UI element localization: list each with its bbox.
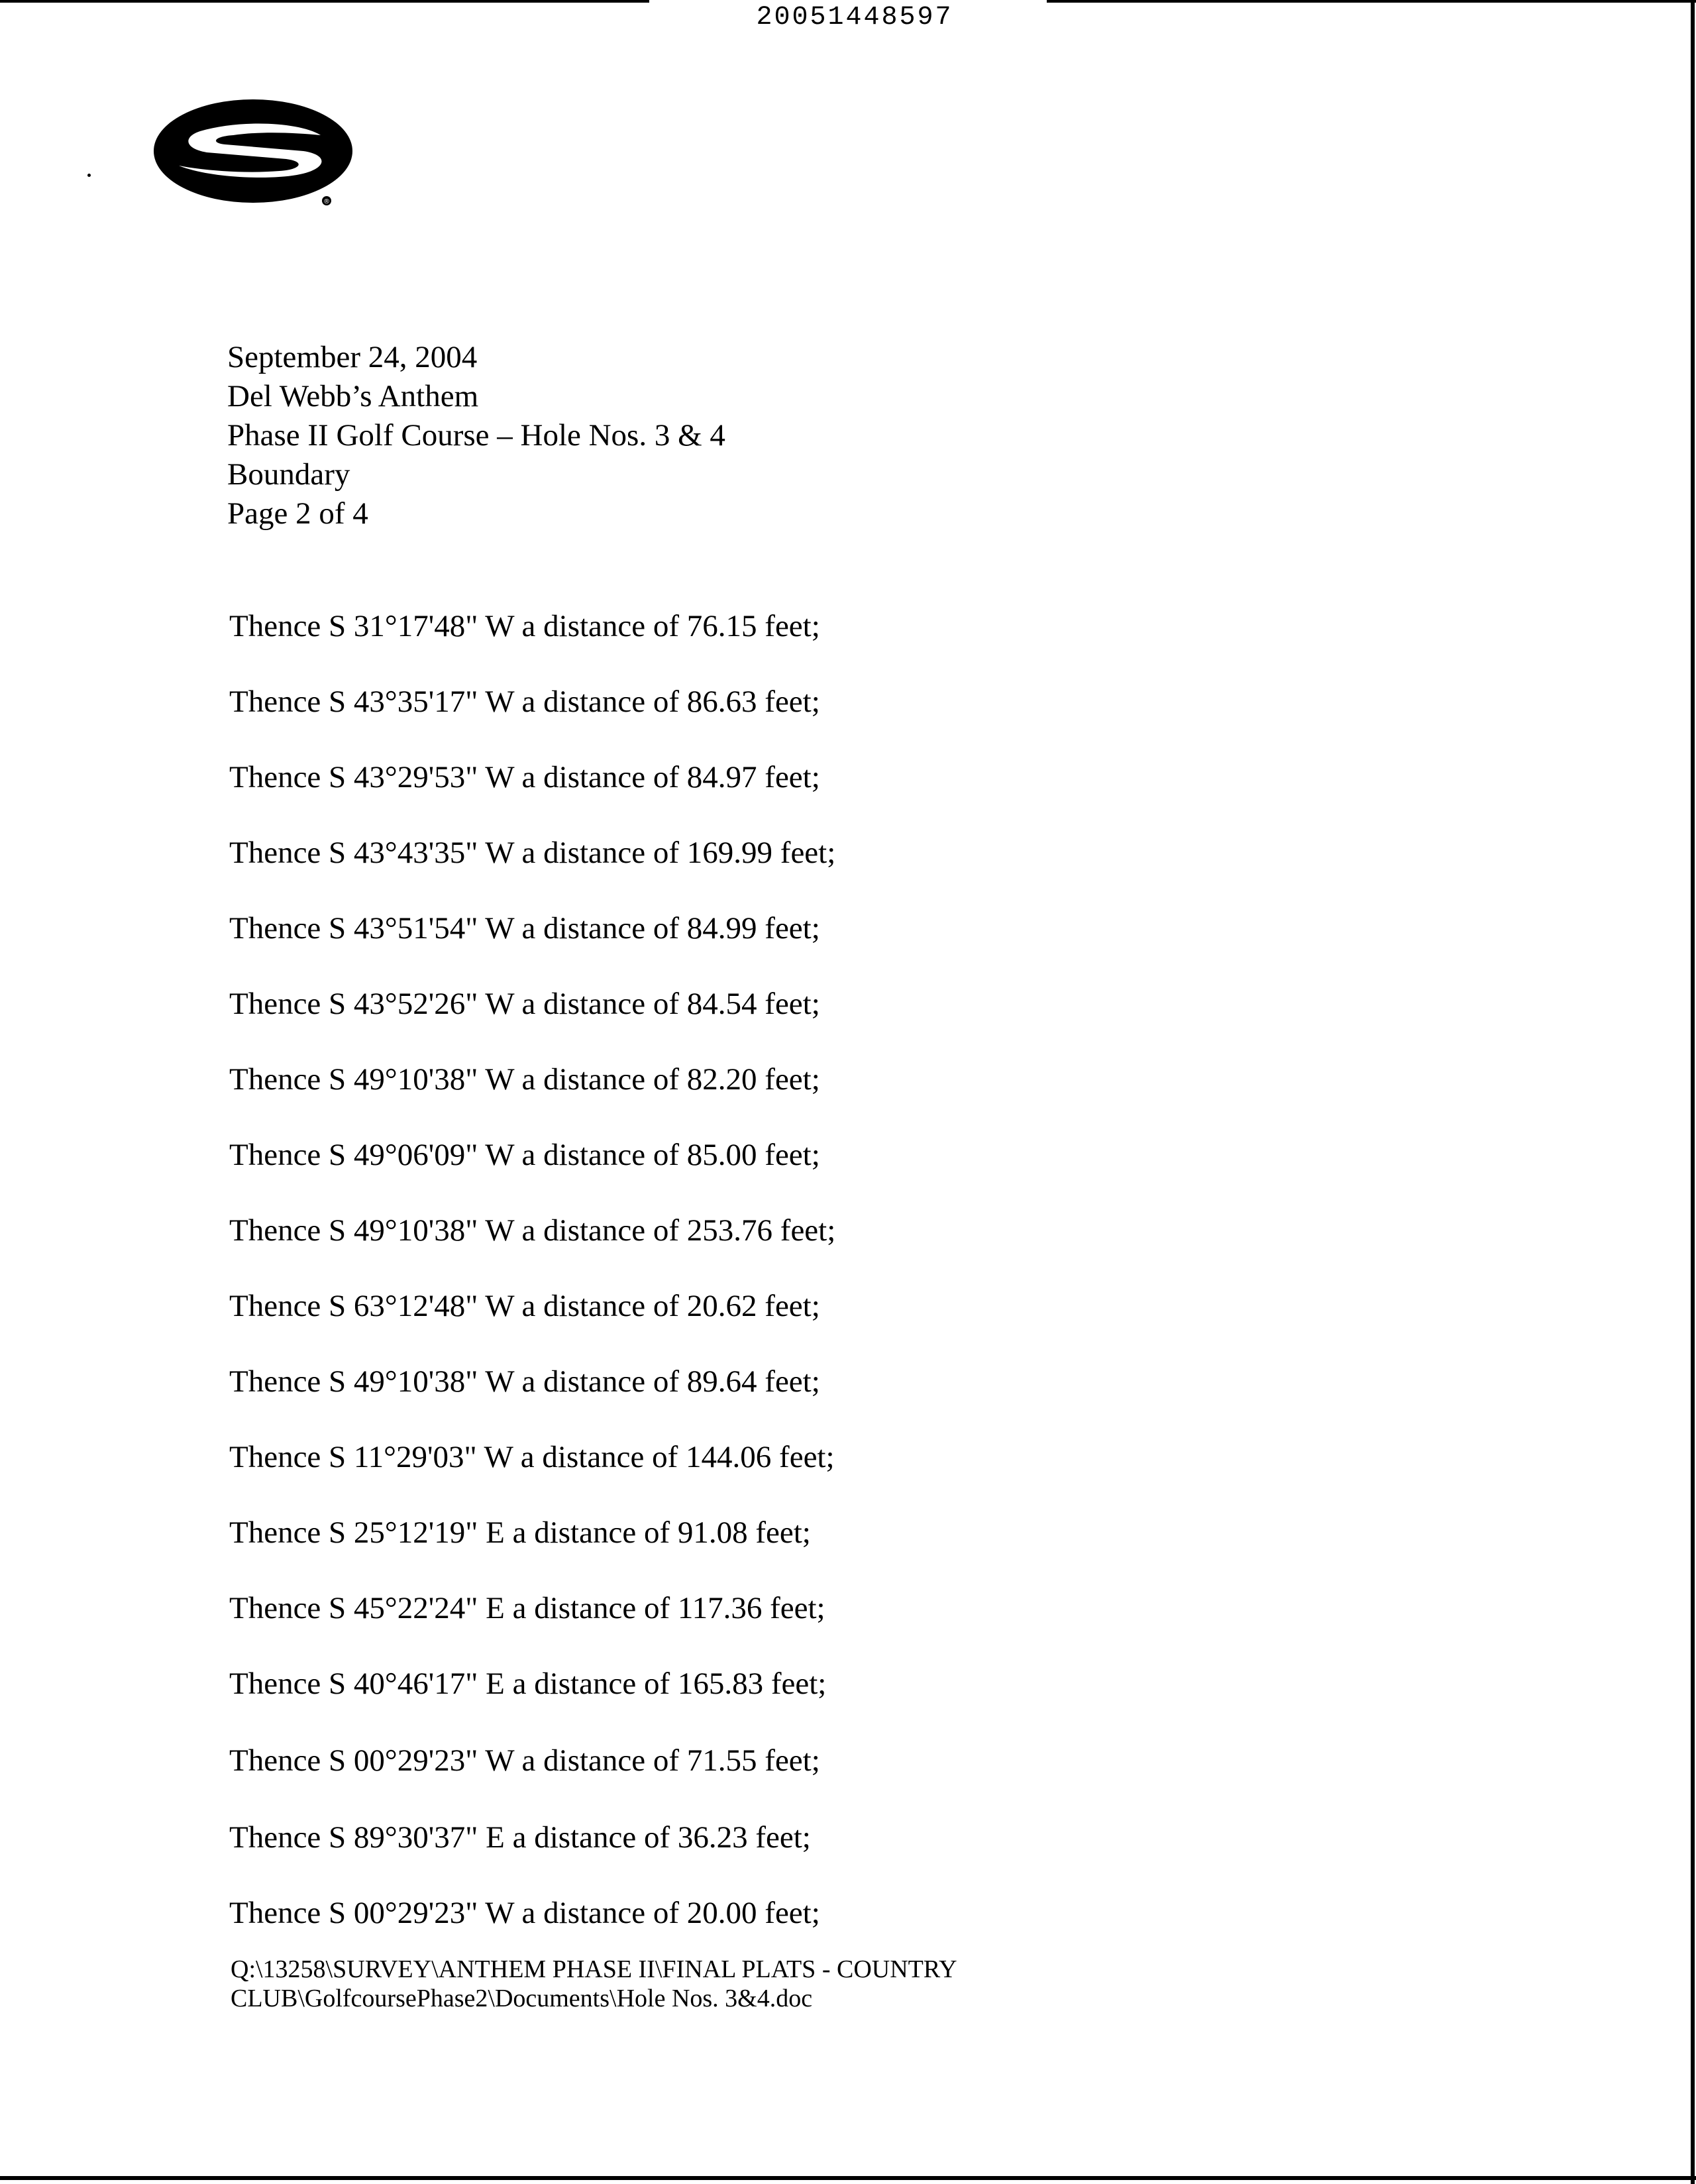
header-project: Del Webb’s Anthem	[227, 379, 479, 413]
boundary-course-line: Thence S 43°52'26" W a distance of 84.54 feet;	[229, 987, 820, 1021]
document-header	[227, 338, 725, 533]
company-logo	[147, 98, 359, 211]
boundary-course-line: Thence S 25°12'19" E a distance of 91.08 feet;	[229, 1515, 811, 1550]
boundary-course-line: Thence S 89°30'37" E a distance of 36.23 feet;	[229, 1820, 811, 1855]
boundary-course-line: Thence S 00°29'23" W a distance of 20.00 feet;	[229, 1896, 820, 1930]
boundary-course-line: Thence S 43°35'17" W a distance of 86.63 feet;	[229, 684, 820, 719]
scan-speck	[87, 174, 91, 177]
header-subject: Boundary	[227, 457, 350, 492]
boundary-course-line: Thence S 45°22'24" E a distance of 117.36 feet;	[229, 1591, 825, 1625]
boundary-course-line: Thence S 31°17'48" W a distance of 76.15 feet;	[229, 609, 820, 643]
scan-border-bottom	[0, 2176, 1696, 2180]
boundary-course-line: Thence S 43°29'53" W a distance of 84.97 feet;	[229, 760, 820, 794]
file-path-footer	[231, 1955, 957, 2013]
file-path-line-2: CLUB\GolfcoursePhase2\Documents\Hole Nos. 3&4.doc	[231, 1985, 813, 2012]
document-id: 20051448597	[756, 3, 953, 32]
header-date: September 24, 2004	[227, 340, 478, 374]
boundary-course-line: Thence S 40°46'17" E a distance of 165.83 feet;	[229, 1666, 827, 1701]
boundary-course-line: Thence S 00°29'23" W a distance of 71.55 feet;	[229, 1743, 820, 1778]
registered-mark: ®	[323, 198, 330, 205]
scan-border-top-right	[1047, 0, 1696, 3]
boundary-course-line: Thence S 43°43'35" W a distance of 169.99 feet;	[229, 836, 836, 870]
header-page-number: Page 2 of 4	[227, 496, 368, 531]
boundary-course-line: Thence S 63°12'48" W a distance of 20.62 feet;	[229, 1289, 820, 1323]
boundary-course-line: Thence S 49°10'38" W a distance of 253.76 feet;	[229, 1213, 836, 1248]
scan-border-top-left	[0, 0, 649, 3]
header-phase: Phase II Golf Course – Hole Nos. 3 & 4	[227, 418, 725, 453]
boundary-course-line: Thence S 49°10'38" W a distance of 82.20 feet;	[229, 1062, 820, 1097]
boundary-course-line: Thence S 49°10'38" W a distance of 89.64 feet;	[229, 1364, 820, 1399]
boundary-course-line: Thence S 43°51'54" W a distance of 84.99 feet;	[229, 911, 820, 946]
boundary-course-line: Thence S 49°06'09" W a distance of 85.00 feet;	[229, 1138, 820, 1172]
file-path-line-1: Q:\13258\SURVEY\ANTHEM PHASE II\FINAL PLATS - COUNTRY	[231, 1955, 957, 1983]
scan-border-right	[1691, 0, 1695, 2184]
boundary-course-line: Thence S 11°29'03" W a distance of 144.06 feet;	[229, 1440, 835, 1474]
